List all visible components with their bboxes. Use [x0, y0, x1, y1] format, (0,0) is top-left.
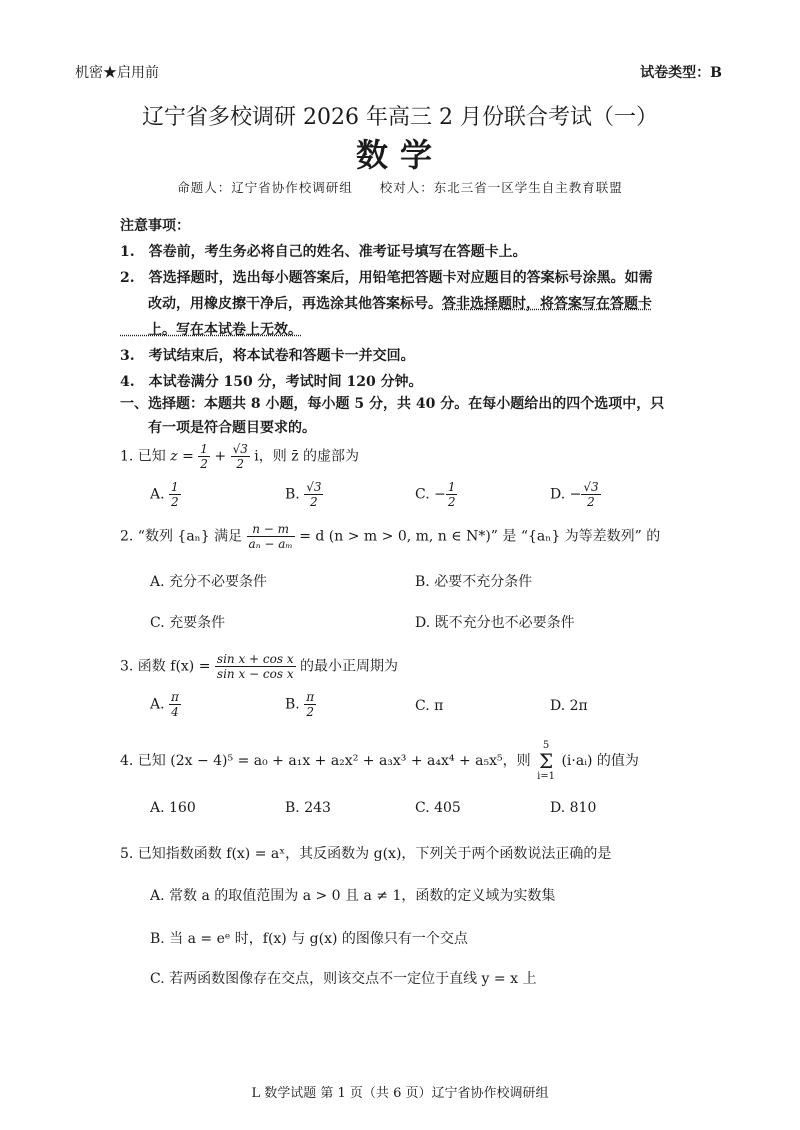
q4-option-b: B. 243	[285, 800, 331, 816]
question-5-stem: 5. 已知指数函数 f(x) = aˣ，其反函数为 g(x)，下列关于两个函数说法正确的是	[120, 846, 612, 862]
q1-option-b: B. $\frac{√3}{2}$	[285, 480, 322, 509]
subject-title: 数学	[355, 136, 444, 174]
q1-fraction-1: $\frac{1}{2}$	[200, 442, 208, 471]
q3-option-a: A. $\frac{\pi}{4}$	[150, 690, 179, 719]
q2-option-a: A. 充分不必要条件	[150, 574, 268, 590]
q5-option-b: B. 当 a = eᵉ 时，f(x) 与 g(x) 的图像只有一个交点	[150, 931, 468, 947]
q3-option-d: D. 2π	[550, 698, 588, 714]
note-item-2-emphasis: 答非选择题时，将答案写在答题卡	[442, 296, 652, 312]
q2-fraction: $\frac{n - m}{\text{aₙ − aₘ}}$	[248, 522, 293, 551]
question-2-stem: 2. “数列 {aₙ} 满足 $\frac{n - m}{\text{aₙ − aₘ}}$ = d (n > m > 0, m, n ∈ N*)” 是 “{aₙ} 为等差数列” 的	[120, 522, 661, 551]
confidential-label: 机密★启用前	[75, 65, 159, 81]
q4-option-c: C. 405	[415, 800, 461, 816]
summation-symbol: 5 Σ i=1	[537, 740, 556, 782]
exam-title: 辽宁省多校调研 2026 年高三 2 月份联合考试（一）	[142, 105, 658, 130]
q5-option-c: C. 若两函数图像存在交点，则该交点不一定位于直线 y = x 上	[150, 971, 537, 987]
q1-option-a: A. $\frac{1}{2}$	[150, 480, 179, 509]
q1-fraction-2: $\frac{√3}{2}$	[232, 442, 248, 471]
q3-option-c: C. π	[415, 698, 444, 714]
question-4-stem: 4. 已知 (2x − 4)⁵ = a₀ + a₁x + a₂x² + a₃x³ + a₄x⁴ + a₅x⁵，则 5 Σ i=1 (i·aᵢ) 的值为	[120, 740, 639, 782]
note-item-2-warning: 写在本试卷上无效。	[176, 322, 302, 338]
q2-option-b: B. 必要不充分条件	[415, 574, 533, 590]
section-heading: 一、选择题：本题共 8 小题，每小题 5 分，共 40 分。在每小题给出的四个选项中，只 有一项是符合题目要求的。	[120, 396, 665, 436]
notes-heading: 注意事项：	[120, 218, 190, 234]
notes-block	[120, 213, 653, 395]
q3-fraction: $\frac{\text{sin x + cos x}}{\text{sin x − cos x}}$	[216, 652, 294, 681]
question-1-stem: 1. 已知 z = $\frac{1}{2}$ + $\frac{√3}{2}$ i，则 z̄ 的虚部为	[120, 442, 360, 471]
q1-option-d: D. − $\frac{√3}{2}$	[550, 480, 599, 509]
note-item-2b: 改动，用橡皮擦干净后，再选涂其他答案标号。答非选择题时，将答案写在答题卡	[120, 296, 652, 312]
note-item-1: 1. 答卷前，考生务必将自己的姓名、准考证号填写在答题卡上。	[120, 244, 527, 260]
note-item-2c: 上。写在本试卷上无效。	[120, 322, 302, 338]
page-footer: L 数学试题 第 1 页（共 6 页）辽宁省协作校调研组	[251, 1086, 549, 1101]
paper-type-label: 试卷类型：B	[640, 65, 722, 81]
note-item-4: 4. 本试卷满分 150 分，考试时间 120 分钟。	[120, 374, 423, 390]
q4-option-d: D. 810	[550, 800, 597, 816]
q3-option-b: B. $\frac{\pi}{2}$	[285, 690, 315, 719]
q5-option-a: A. 常数 a 的取值范围为 a > 0 且 a ≠ 1，函数的定义域为实数集	[150, 888, 556, 904]
q2-option-c: C. 充要条件	[150, 615, 226, 631]
question-3-stem: 3. 函数 f(x) = $\frac{\text{sin x + cos x}}{\text{sin x − cos x}}$ 的最小正周期为	[120, 652, 399, 681]
q4-option-a: A. 160	[150, 800, 196, 816]
author-line: 命题人：辽宁省协作校调研组 校对人：东北三省一区学生自主教育联盟	[177, 180, 623, 195]
q1-option-c: C. − $\frac{1}{2}$	[415, 480, 456, 509]
q2-option-d: D. 既不充分也不必要条件	[415, 615, 575, 631]
note-item-2a: 2. 答选择题时，选出每小题答案后，用铅笔把答题卡对应题目的答案标号涂黑。如需	[120, 270, 653, 286]
note-item-3: 3. 考试结束后，将本试卷和答题卡一并交回。	[120, 348, 415, 364]
